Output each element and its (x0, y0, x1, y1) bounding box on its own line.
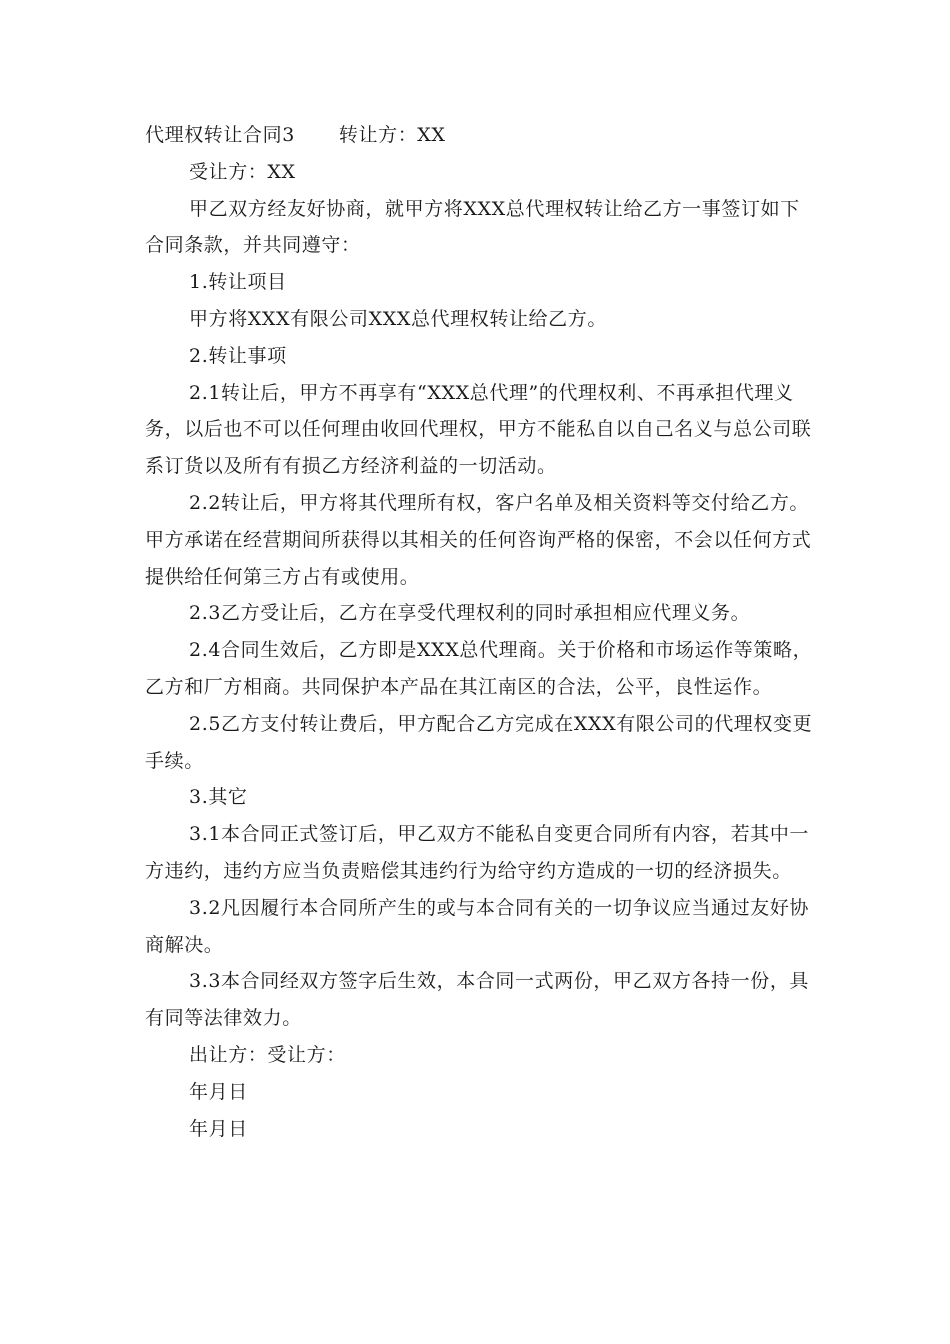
contract-document (145, 117, 815, 1147)
paragraph-intro: 甲乙双方经友好协商，就甲方将XXX总代理权转让给乙方一事签订如下合同条款，并共同遵守： (145, 197, 800, 257)
signature-date-2: 年月日 (189, 1117, 248, 1140)
clause-3-1: 3.1本合同正式签订后，甲乙双方不能私自变更合同所有内容，若其中一方违约，违约方应当负责赔偿其违约行为给守约方造成的一切的经济损失。 (145, 823, 810, 882)
clause-2-3: 2.3乙方受让后，乙方在享受代理权利的同时承担相应代理义务。 (189, 602, 751, 625)
section-heading-1: 1.转让项目 (189, 271, 287, 294)
title-line (145, 117, 815, 154)
section-heading-2: 2.转让事项 (189, 344, 287, 367)
document-title: 代理权转让合同3 (145, 124, 295, 146)
section-heading-3: 3.其它 (189, 786, 248, 809)
signature-date-1: 年月日 (189, 1080, 248, 1103)
paragraph-1-body: 甲方将XXX有限公司XXX总代理权转让给乙方。 (189, 307, 607, 330)
clause-3-3: 3.3本合同经双方签字后生效，本合同一式两份，甲乙双方各持一份，具有同等法律效力。 (145, 970, 810, 1030)
clause-2-1: 2.1转让后，甲方不再享有“XXX总代理”的代理权利、不再承担代理义务，以后也不可以任何理由收回代理权，甲方不能私自以自己名义与总公司联系订货以及所有有损乙方经济利益的一切活动。 (145, 381, 812, 478)
transferee-line: 受让方：XX (189, 160, 296, 183)
clause-2-4: 2.4合同生效后，乙方即是XXX总代理商。关于价格和市场运作等策略，乙方和厂方相商。共同保护本产品在其江南区的合法，公平，良性运作。 (145, 639, 813, 698)
clause-2-2: 2.2转让后，甲方将其代理所有权，客户名单及相关资料等交付给乙方。甲方承诺在经营期间所获得以其相关的任何咨询严格的保密，不会以任何方式提供给任何第三方占有或使用。 (145, 491, 812, 588)
clause-2-5: 2.5乙方支付转让费后，甲方配合乙方完成在XXX有限公司的代理权变更手续。 (145, 712, 813, 772)
transferor-line: 转让方：XX (338, 124, 446, 146)
signature-parties: 出让方：受让方： (189, 1043, 346, 1066)
clause-3-2: 3.2凡因履行本合同所产生的或与本合同有关的一切争议应当通过友好协商解决。 (145, 896, 810, 956)
